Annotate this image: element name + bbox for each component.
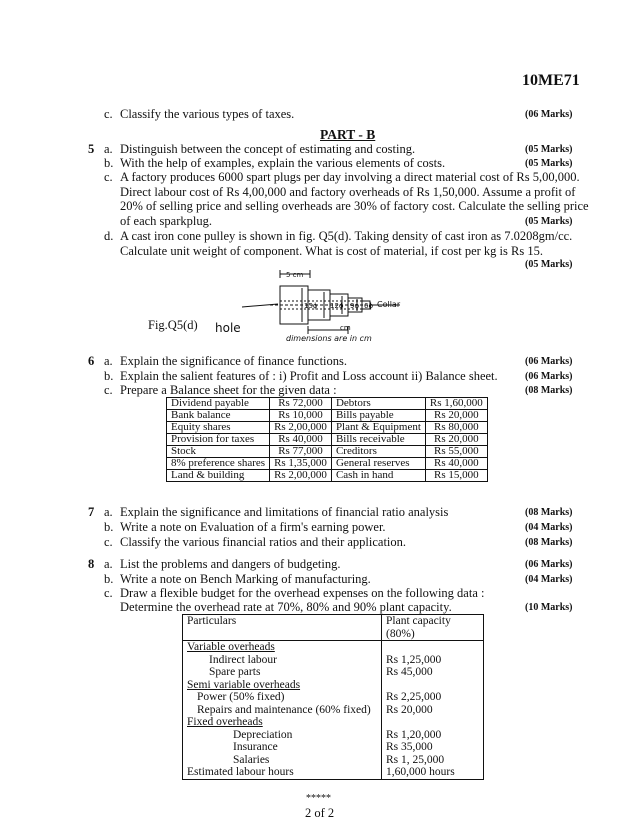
- collar-label: Collar: [377, 300, 401, 309]
- q7a-text: Explain the significance and limitations of financial ratio analysis: [120, 505, 449, 519]
- depreciation: Depreciation: [233, 728, 293, 741]
- power-value: Rs 2,25,000: [386, 691, 442, 703]
- spare-parts: Spare parts: [209, 666, 261, 678]
- indirect-labour: Indirect labour: [209, 653, 278, 666]
- fixed-overheads-title: Fixed overheads: [187, 716, 263, 728]
- table-cell: Bills receivable: [331, 434, 425, 446]
- q8-number: 8: [88, 557, 95, 571]
- q6c-letter: c.: [104, 383, 113, 397]
- table-cell: Rs 40,000: [425, 458, 487, 470]
- table-cell: Rs 2,00,000: [270, 422, 332, 434]
- depreciation-value: Rs 1,20,000: [386, 728, 442, 741]
- bottom-dimension: cm: [340, 324, 351, 332]
- table-cell: Plant & Equipment: [331, 422, 425, 434]
- q8b-marks: (04 Marks): [525, 574, 573, 585]
- table-row: [167, 410, 488, 422]
- q6a-text: Explain the significance of finance functions.: [120, 354, 348, 368]
- q8c-letter: c.: [104, 586, 113, 600]
- q5d-letter: d.: [104, 229, 114, 243]
- power: Power (50% fixed): [197, 691, 285, 703]
- salaries-value: Rs 1, 25,000: [386, 753, 445, 766]
- balance-sheet-table: [166, 397, 488, 482]
- dim-15: 15ϕ: [304, 302, 318, 310]
- q6c-text: Prepare a Balance sheet for the given data :: [120, 383, 337, 397]
- q6a-letter: a.: [104, 354, 113, 368]
- table-row: [167, 458, 488, 470]
- table-row: [167, 434, 488, 446]
- q6b-letter: b.: [104, 369, 114, 383]
- repairs: Repairs and maintenance (60% fixed): [197, 703, 371, 716]
- insurance: Insurance: [233, 741, 278, 753]
- labour-hours-value: 1,60,000 hours: [386, 766, 455, 778]
- table-cell: Rs 72,000: [270, 398, 332, 410]
- table-row: [167, 446, 488, 458]
- hole-label: hole: [215, 321, 241, 335]
- q7b-marks: (04 Marks): [525, 522, 573, 533]
- figure-label: Fig.Q5(d): [148, 318, 198, 332]
- q4c-letter: c.: [104, 107, 113, 121]
- table-cell: Provision for taxes: [167, 434, 270, 446]
- q5b-marks: (05 Marks): [525, 158, 573, 169]
- labour-hours: Estimated labour hours: [187, 766, 294, 778]
- table-cell: Rs 80,000: [425, 422, 487, 434]
- q5a-text: Distinguish between the concept of estimating and costing.: [120, 142, 416, 156]
- salaries: Salaries: [233, 753, 270, 766]
- q5d-text: A cast iron cone pulley is shown in fig. Q5(d). Taking density of cast iron as 7.0208gm/cc. Calculate unit weight of component. What is cost of material, if cost per kg is Rs 15.: [120, 229, 573, 258]
- q5-number: 5: [88, 142, 95, 156]
- table-cell: Rs 10,000: [270, 410, 332, 422]
- q6-number: 6: [88, 354, 95, 368]
- table-cell: Debtors: [331, 398, 425, 410]
- q5c-letter: c.: [104, 170, 113, 184]
- q7a-letter: a.: [104, 505, 113, 519]
- q8a-marks: (06 Marks): [525, 559, 573, 570]
- q7b-letter: b.: [104, 520, 114, 534]
- table-cell: Stock: [167, 446, 270, 458]
- q8b-text: Write a note on Bench Marking of manufacturing.: [120, 572, 371, 586]
- table-cell: Rs 55,000: [425, 446, 487, 458]
- insurance-value: Rs 35,000: [386, 741, 433, 753]
- table-row: [167, 422, 488, 434]
- q5b-text: With the help of examples, explain the various elements of costs.: [120, 156, 446, 170]
- table-cell: General reserves: [331, 458, 425, 470]
- table-cell: Rs 40,000: [270, 434, 332, 446]
- variable-overheads-title: Variable overheads: [187, 641, 275, 653]
- table-cell: Land & building: [167, 470, 270, 482]
- table-cell: Equity shares: [167, 422, 270, 434]
- q8c-marks: (10 Marks): [525, 602, 573, 613]
- q6b-marks: (06 Marks): [525, 371, 573, 382]
- part-title: PART - B: [320, 127, 376, 142]
- flexible-budget-table: [182, 614, 484, 780]
- q7b-text: Write a note on Evaluation of a firm's earning power.: [120, 520, 386, 534]
- q5a-marks: (05 Marks): [525, 144, 573, 155]
- q6b-text: Explain the salient features of : i) Profit and Loss account ii) Balance sheet.: [120, 369, 498, 383]
- semi-variable-title: Semi variable overheads: [187, 678, 301, 691]
- q4c-marks: (06 Marks): [525, 109, 573, 120]
- q5c-text: A factory produces 6000 spart plugs per day involving a direct material cost of Rs 5,00,000. Direct labour cost of Rs 4,00,000 and factory overheads of Rs 1,50,000. Assume a profit of 20% of selling price and selling overheads are 30% of factory cost. Calculate the selling price of each sparkplug.: [120, 170, 589, 228]
- q7c-text: Classify the various financial ratios and their application.: [120, 535, 407, 549]
- q8a-text: List the problems and dangers of budgeting.: [120, 557, 341, 571]
- dim-9: 9ϕ: [350, 302, 360, 310]
- table-cell: Creditors: [331, 446, 425, 458]
- q8a-letter: a.: [104, 557, 113, 571]
- top-dimension: 5 cm: [286, 271, 304, 279]
- table-row: [183, 615, 484, 641]
- page-number: 2 of 2: [305, 806, 335, 820]
- table-cell: Bank balance: [167, 410, 270, 422]
- q8c-text: Draw a flexible budget for the overhead expenses on the following data :: [120, 586, 485, 600]
- q7a-marks: (08 Marks): [525, 507, 573, 518]
- q4c-text: Classify the various types of taxes.: [120, 107, 295, 121]
- repairs-value: Rs 20,000: [386, 703, 433, 716]
- dim-6: 6ϕ: [364, 302, 374, 310]
- dimension-note: dimensions are in cm: [286, 334, 372, 343]
- q5d-marks: (05 Marks): [525, 259, 573, 270]
- table-cell: Cash in hand: [331, 470, 425, 482]
- table-row: [183, 641, 484, 779]
- q6a-marks: (06 Marks): [525, 356, 573, 367]
- q7c-letter: c.: [104, 535, 113, 549]
- q7-number: 7: [88, 505, 95, 519]
- cone-pulley-drawing: [230, 268, 430, 338]
- paper-code: 10ME71: [522, 72, 580, 89]
- q5b-letter: b.: [104, 156, 114, 170]
- table-row: [167, 470, 488, 482]
- table-row: [167, 398, 488, 410]
- table-cell: Rs 1,60,000: [425, 398, 487, 410]
- table-header: Plant capacity (80%): [382, 615, 484, 641]
- dim-12: 12ϕ: [330, 302, 344, 310]
- table-cell: Rs 20,000: [425, 410, 487, 422]
- table-cell: Rs 77,000: [270, 446, 332, 458]
- table-cell: Rs 2,00,000: [270, 470, 332, 482]
- table-cell: Rs 15,000: [425, 470, 487, 482]
- q6c-marks: (08 Marks): [525, 385, 573, 396]
- q5a-letter: a.: [104, 142, 113, 156]
- table-cell: Dividend payable: [167, 398, 270, 410]
- q8b-letter: b.: [104, 572, 114, 586]
- table-header: Particulars: [183, 615, 382, 641]
- indirect-labour-value: Rs 1,25,000: [386, 653, 442, 666]
- table-cell: Rs 1,35,000: [270, 458, 332, 470]
- table-cell: Rs 20,000: [425, 434, 487, 446]
- footer-stars: *****: [306, 793, 331, 804]
- table-cell: 8% preference shares: [167, 458, 270, 470]
- table-cell: Bills payable: [331, 410, 425, 422]
- q5c-marks: (05 Marks): [525, 216, 573, 227]
- spare-parts-value: Rs 45,000: [386, 666, 433, 678]
- q7c-marks: (08 Marks): [525, 537, 573, 548]
- q8c-text2: Determine the overhead rate at 70%, 80% and 90% plant capacity.: [120, 600, 452, 614]
